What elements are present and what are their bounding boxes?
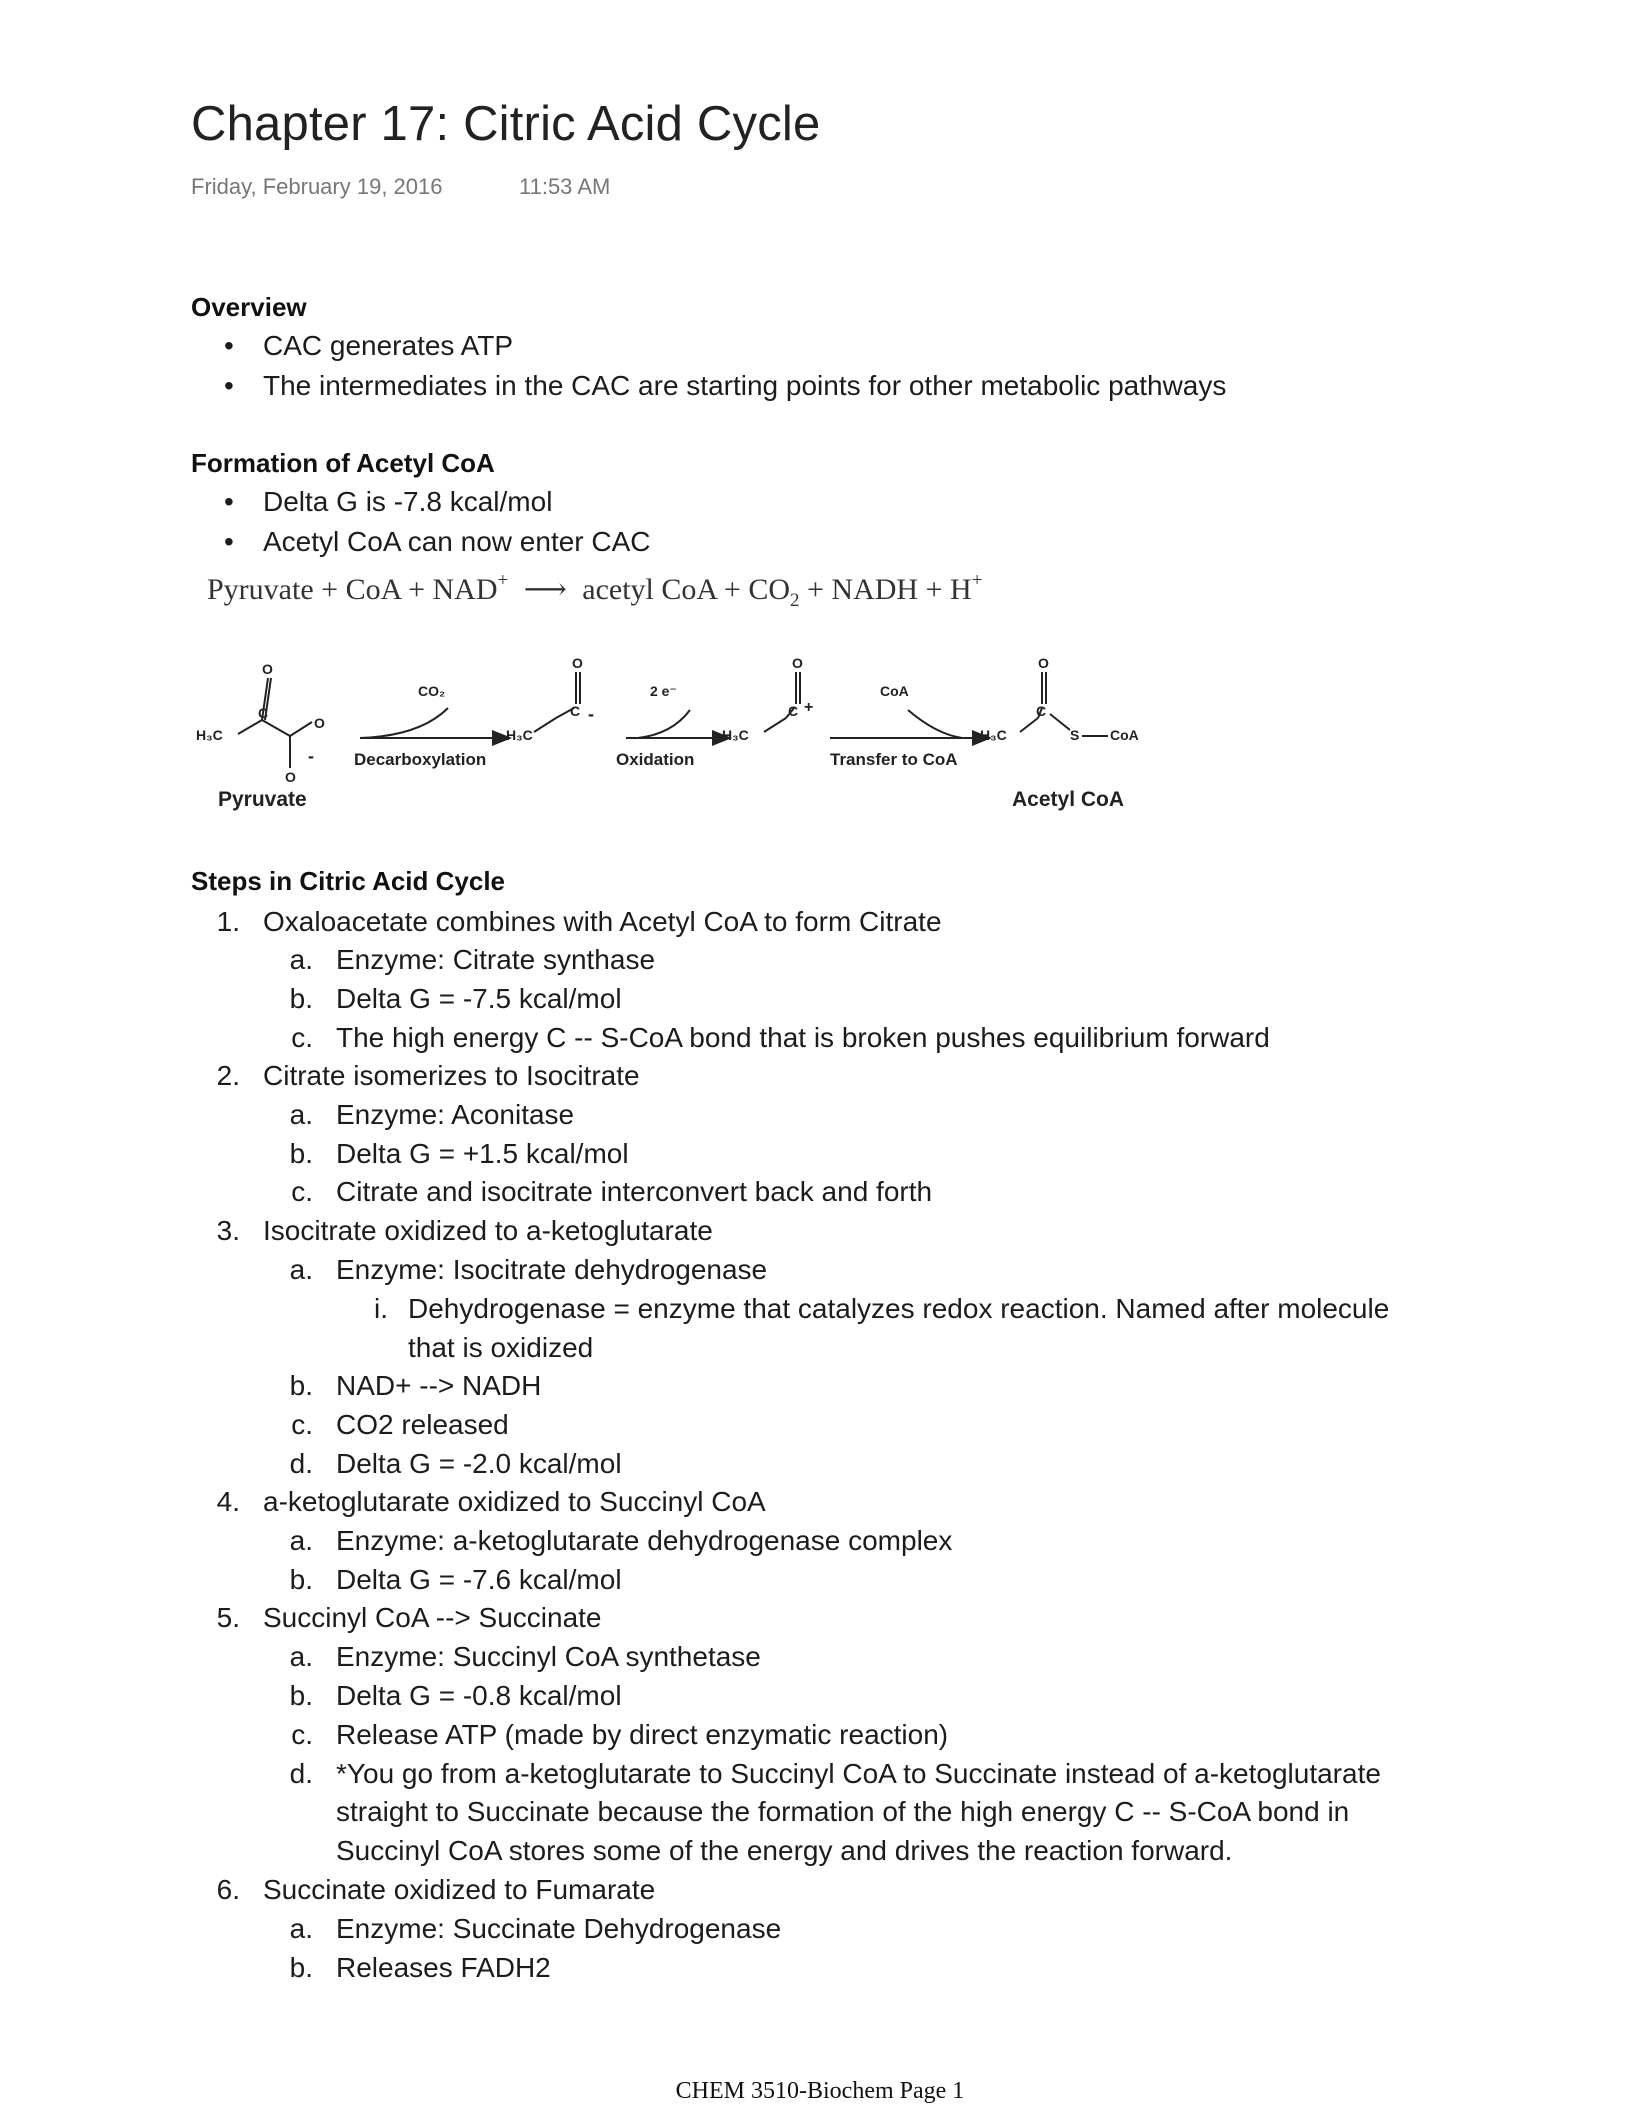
svg-text:CoA: CoA <box>1110 727 1139 743</box>
svg-text:S: S <box>1070 727 1080 743</box>
list-marker: 6. <box>216 1874 240 1905</box>
list-marker: b. <box>289 1370 313 1401</box>
list-marker: c. <box>291 1719 313 1750</box>
reaction-arrow-icon: ⟶ <box>523 573 567 606</box>
list-marker: d. <box>289 1758 313 1789</box>
note-time: 11:53 AM <box>519 174 611 199</box>
bullet-icon: • <box>224 486 234 517</box>
step-subitem: Succinyl CoA stores some of the energy and drives the reaction forward. <box>336 1835 1233 1866</box>
step-subitem: Delta G = -0.8 kcal/mol <box>336 1680 622 1711</box>
svg-text:O: O <box>572 655 583 671</box>
list-marker: c. <box>291 1409 313 1440</box>
step-item: Oxaloacetate combines with Acetyl CoA to form Citrate <box>263 906 942 937</box>
bullet-icon: • <box>224 370 234 401</box>
step-transfer-to-coa: Transfer to CoA <box>830 750 958 769</box>
step-subitem: Dehydrogenase = enzyme that catalyzes redox reaction. Named after molecule <box>408 1293 1390 1324</box>
list-marker: 3. <box>216 1215 240 1246</box>
step-subitem: Delta G = +1.5 kcal/mol <box>336 1138 629 1169</box>
list-marker: c. <box>291 1176 313 1207</box>
step-item: Succinate oxidized to Fumarate <box>263 1874 656 1905</box>
svg-text:C: C <box>1036 703 1047 719</box>
svg-text:O: O <box>792 655 803 671</box>
page-title: Chapter 17: Citric Acid Cycle <box>191 97 821 151</box>
electrons-reagent: 2 e⁻ <box>650 683 677 699</box>
svg-text:C: C <box>570 703 581 719</box>
step-subitem: Enzyme: Citrate synthase <box>336 944 656 975</box>
list-marker: 1. <box>216 906 240 937</box>
step-subitem: *You go from a-ketoglutarate to Succinyl CoA to Succinate instead of a-ketoglutarate <box>336 1758 1381 1789</box>
list-marker: b. <box>289 1952 313 1983</box>
bullet-icon: • <box>224 330 234 361</box>
svg-text:+: + <box>804 699 814 716</box>
eq-acetyl-coa: acetyl CoA <box>582 573 717 606</box>
list-marker: a. <box>289 1099 313 1130</box>
list-marker: a. <box>289 1913 313 1944</box>
list-marker: a. <box>289 1254 313 1285</box>
list-marker: b. <box>289 1138 313 1169</box>
step-subitem: Enzyme: Aconitase <box>336 1099 575 1130</box>
steps-heading: Steps in Citric Acid Cycle <box>191 866 506 896</box>
overview-bullet: The intermediates in the CAC are starting points for other metabolic pathways <box>263 370 1227 401</box>
svg-text:O: O <box>1038 655 1049 671</box>
step-subitem: CO2 released <box>336 1409 509 1440</box>
step-subitem: straight to Succinate because the formation of the high energy C -- S-CoA bond in <box>336 1796 1350 1827</box>
step-subitem: Enzyme: a-ketoglutarate dehydrogenase complex <box>336 1525 953 1556</box>
list-marker: 2. <box>216 1060 240 1091</box>
step-decarboxylation: Decarboxylation <box>354 750 487 769</box>
step-item: Succinyl CoA --> Succinate <box>263 1602 602 1633</box>
step-subitem: The high energy C -- S-CoA bond that is broken pushes equilibrium forward <box>336 1022 1270 1053</box>
eq-nad: NAD <box>432 573 498 606</box>
eq-coa: CoA <box>345 573 401 606</box>
list-marker: b. <box>289 1680 313 1711</box>
overview-bullet: CAC generates ATP <box>263 330 514 361</box>
svg-text:O: O <box>262 661 273 677</box>
note-date: Friday, February 19, 2016 <box>191 174 443 199</box>
step-subitem: Delta G = -7.6 kcal/mol <box>336 1564 622 1595</box>
step-subitem: Releases FADH2 <box>336 1952 551 1983</box>
coa-reagent: CoA <box>880 683 909 699</box>
pyruvate-label: Pyruvate <box>218 788 307 811</box>
list-marker: a. <box>289 1525 313 1556</box>
list-marker: a. <box>289 1641 313 1672</box>
svg-text:C: C <box>258 705 269 721</box>
list-marker: d. <box>289 1448 313 1479</box>
step-oxidation: Oxidation <box>616 750 695 769</box>
svg-text:H₃C: H₃C <box>196 727 223 743</box>
list-marker: 4. <box>216 1486 240 1517</box>
list-marker: i. <box>374 1293 388 1324</box>
eq-co2: CO <box>748 573 790 606</box>
acetyl-coa-bullet: Delta G is -7.8 kcal/mol <box>263 486 553 517</box>
list-marker: c. <box>291 1022 313 1053</box>
reaction-equation: Pyruvate + CoA + NAD+ ⟶ acetyl CoA + $CO_2$ + NADH + H+ <box>207 570 983 611</box>
acetyl-coa-bullet: Acetyl CoA can now enter CAC <box>263 526 651 557</box>
step-subitem: Delta G = -2.0 kcal/mol <box>336 1448 622 1479</box>
svg-text:H₃C: H₃C <box>506 727 533 743</box>
overview-heading: Overview <box>191 292 307 322</box>
list-marker: b. <box>289 983 313 1014</box>
step-subitem: Enzyme: Succinyl CoA synthetase <box>336 1641 761 1672</box>
eq-h: H <box>950 573 972 606</box>
step-subitem: Delta G = -7.5 kcal/mol <box>336 983 622 1014</box>
svg-text:O: O <box>285 769 296 785</box>
step-item: a-ketoglutarate oxidized to Succinyl CoA <box>263 1486 766 1517</box>
svg-text:H₃C: H₃C <box>722 727 749 743</box>
acetyl-coa-label: Acetyl CoA <box>1012 788 1125 811</box>
bullet-icon: • <box>224 526 234 557</box>
list-marker: a. <box>289 944 313 975</box>
list-marker: b. <box>289 1564 313 1595</box>
step-subitem: Citrate and isocitrate interconvert back and forth <box>336 1176 933 1207</box>
step-subitem: Release ATP (made by direct enzymatic reaction) <box>336 1719 949 1750</box>
step-subitem: Enzyme: Succinate Dehydrogenase <box>336 1913 782 1944</box>
step-subitem: NAD+ --> NADH <box>336 1370 542 1401</box>
svg-text:-: - <box>588 704 594 724</box>
eq-pyruvate: Pyruvate <box>207 573 314 606</box>
step-item: Isocitrate oxidized to a-ketoglutarate <box>263 1215 713 1246</box>
svg-text:H₃C: H₃C <box>980 727 1007 743</box>
step-item: Citrate isomerizes to Isocitrate <box>263 1060 640 1091</box>
list-marker: 5. <box>216 1602 240 1633</box>
step-subitem: Enzyme: Isocitrate dehydrogenase <box>336 1254 768 1285</box>
page-footer: CHEM 3510-Biochem Page 1 <box>675 2078 965 2104</box>
eq-nadh: NADH <box>831 573 919 606</box>
acetyl-coa-heading: Formation of Acetyl CoA <box>191 448 495 478</box>
svg-text:O: O <box>314 715 325 731</box>
svg-text:-: - <box>308 746 314 766</box>
svg-text:C: C <box>788 703 799 719</box>
pyruvate-to-acetyl-coa-diagram <box>190 648 1180 838</box>
step-subitem: that is oxidized <box>408 1332 594 1363</box>
co2-reagent: CO₂ <box>418 683 446 699</box>
